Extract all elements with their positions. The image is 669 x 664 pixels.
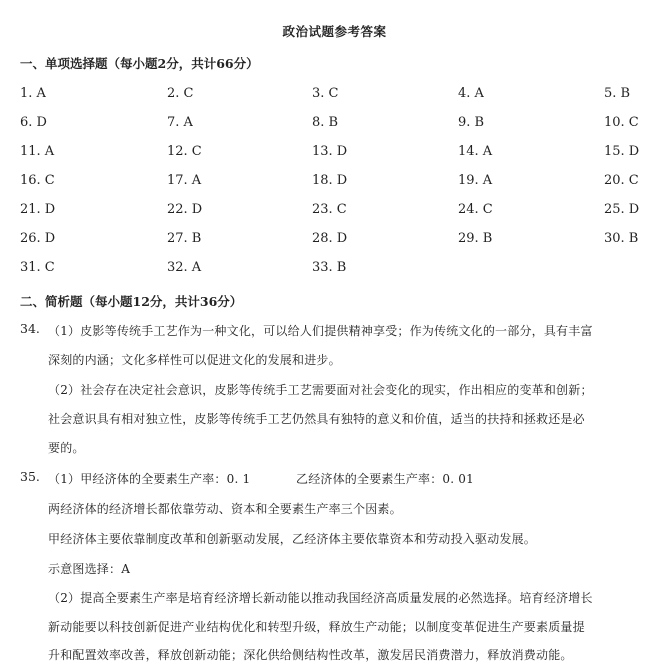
- answer-text-line: 两经济体的经济增长都依靠劳动、资本和全要素生产率三个因素。: [48, 502, 402, 516]
- page-title: 政治试题参考答案: [282, 24, 387, 39]
- answer-item: 8. B: [312, 115, 339, 130]
- answer-item: 5. B: [604, 86, 631, 101]
- section1-heading: 一、单项选择题（每小题2分，共计66分）: [20, 56, 259, 71]
- answer-item: 3. C: [312, 86, 339, 101]
- answer-item: 13. D: [312, 144, 348, 159]
- answer-item: 25. D: [604, 202, 640, 217]
- answer-row: [20, 86, 650, 104]
- answer-text-line: （1）皮影等传统手工艺作为一种文化，可以给人们提供精神享受；作为传统文化的一部分，具有丰富: [48, 324, 593, 338]
- answer-row: [20, 144, 650, 162]
- answer-text-line: （2）社会存在决定社会意识，皮影等传统手工艺需要面对社会变化的现实，作出相应的变革和创新；: [48, 383, 593, 397]
- question-number: 35.: [20, 469, 40, 484]
- answer-item: 20. C: [604, 173, 639, 188]
- section2-heading: 二、简析题（每小题12分，共计36分）: [20, 294, 243, 309]
- answer-item: 7. A: [167, 115, 193, 130]
- answer-item: 31. C: [20, 260, 55, 275]
- answer-item: 18. D: [312, 173, 348, 188]
- answer-item: 17. A: [167, 173, 202, 188]
- answer-text-line: 示意图选择：A: [48, 562, 131, 576]
- answer-row: [20, 115, 650, 133]
- answer-item: 30. B: [604, 231, 639, 246]
- answer-item: 21. D: [20, 202, 56, 217]
- answer-row: [20, 173, 650, 191]
- answer-item: 10. C: [604, 115, 639, 130]
- answer-row: [20, 231, 650, 249]
- answer-item: 15. D: [604, 144, 640, 159]
- answer-text-line: （2）提高全要素生产率是培育经济增长新动能以推动我国经济高质量发展的必然选择。培育经济增长: [48, 591, 593, 605]
- answer-text-line: 要的。: [48, 441, 85, 455]
- answer-item: 32. A: [167, 260, 202, 275]
- answer-item: 14. A: [458, 144, 493, 159]
- answer-item: 29. B: [458, 231, 493, 246]
- answer-text-line: 甲经济体主要依靠制度改革和创新驱动发展，乙经济体主要依靠资本和劳动投入驱动发展。: [48, 532, 537, 546]
- answer-item: 23. C: [312, 202, 347, 217]
- answer-item: 27. B: [167, 231, 202, 246]
- answer-item: 11. A: [20, 144, 55, 159]
- answer-item: 28. D: [312, 231, 348, 246]
- answer-item: 2. C: [167, 86, 194, 101]
- answer-row: [20, 202, 650, 220]
- answer-item: 19. A: [458, 173, 493, 188]
- answer-text-line: （1）甲经济体的全要素生产率：0. 1: [48, 472, 251, 486]
- answer-item: 9. B: [458, 115, 485, 130]
- answer-text-line: 新动能要以科技创新促进产业结构优化和转型升级，释放生产动能；以制度变革促进生产要素质量提: [48, 620, 585, 634]
- answer-item: 24. C: [458, 202, 493, 217]
- answer-text-line: 深刻的内涵；文化多样性可以促进文化的发展和进步。: [48, 353, 341, 367]
- answer-text-line: 社会意识具有相对独立性，皮影等传统手工艺仍然具有独特的意义和价值，适当的扶持和拯救还是必: [48, 412, 585, 426]
- answer-item: 12. C: [167, 144, 202, 159]
- answer-item: 16. C: [20, 173, 55, 188]
- question-number: 34.: [20, 321, 40, 336]
- answer-item: 33. B: [312, 260, 347, 275]
- answer-text-line: 乙经济体的全要素生产率：0. 01: [296, 472, 474, 486]
- answer-item: 6. D: [20, 115, 47, 130]
- answer-item: 1. A: [20, 86, 46, 101]
- answer-item: 22. D: [167, 202, 203, 217]
- answer-item: 4. A: [458, 86, 484, 101]
- answer-text-line: 升和配置效率改善，释放创新动能；深化供给侧结构性改革，激发居民消费潜力，释放消费动能。: [48, 648, 573, 662]
- answer-row: [20, 260, 650, 278]
- answer-item: 26. D: [20, 231, 56, 246]
